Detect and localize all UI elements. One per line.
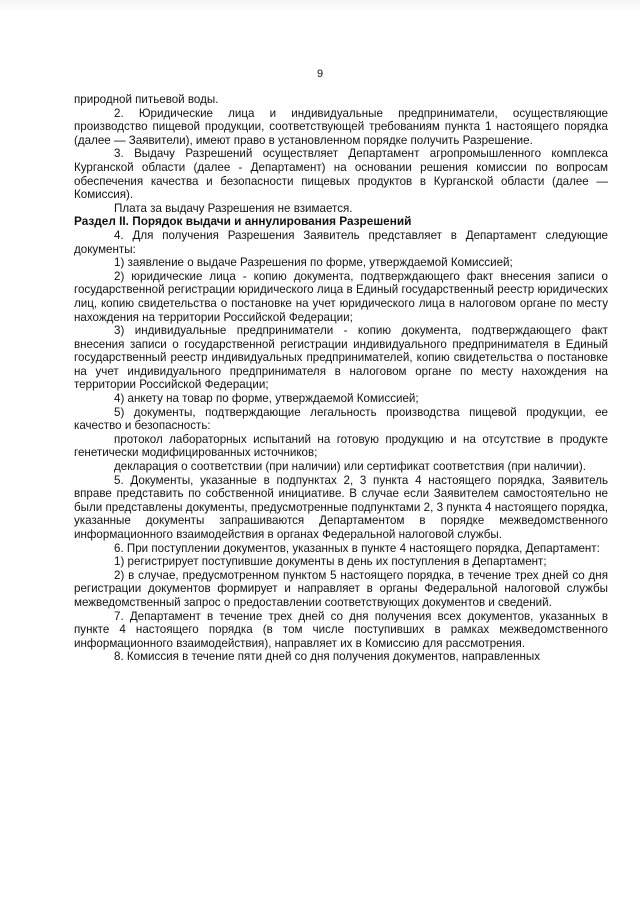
page-number: 9	[316, 68, 324, 80]
paragraph: 2) юридические лица - копию документа, подтверждающего факт внесения записи о государственной регистрации юридического лица в Единый государственный реестр юридических лиц, копию свидетельства о постановке на учет юридического лица в налоговом органе по месту нахождения на территории Российской Федерации;	[74, 269, 608, 324]
paragraph: 3) индивидуальные предприниматели - копию документа, подтверждающего факт внесения записи о государственной регистрации индивидуального предпринимателя в Единый государственный реестр индивидуальных предпринимателей, копию свидетельства о постановке на учет индивидуального предпринимателя в налоговом органе по месту нахождения на территории Российской Федерации;	[74, 324, 608, 392]
paragraph: 3. Выдачу Разрешений осуществляет Департамент агропромышленного комплекса Курганской области (далее - Департамент) на основании решения комиссии по вопросам обеспечения качества и безопасности пищевых продуктов в Курганской области (далее — Комиссия).	[74, 147, 608, 202]
paragraph: декларация о соответствии (при наличии) или сертификат соответствия (при наличии).	[114, 460, 586, 474]
paragraph: 5) документы, подтверждающие легальность производства пищевой продукции, ее качество и безопасность:	[74, 405, 608, 433]
paragraph: 4) анкету на товар по форме, утверждаемой Комиссией;	[114, 392, 419, 406]
paragraph: 2) в случае, предусмотренном пунктом 5 настоящего порядка, в течение трех дней со дня регистрации документов формирует и направляет в органы Федеральной налоговой службы межведомственный запрос о предоставлении соответствующих документов и сведений.	[74, 568, 608, 609]
paragraph: 5. Документы, указанные в подпунктах 2, 3 пункта 4 настоящего порядка, Заявитель вправе представить по собственной инициативе. В случае если Заявителем самостоятельно не были представлены документы, предусмотренные подпунктами 2, 3 пункта 4 настоящего порядка, указанные документы запрашиваются Департаментом в порядке межведомственного информационного взаимодействия в органах Федеральной налоговой службы.	[74, 473, 608, 541]
scan-top-edge	[0, 0, 640, 12]
document-body	[74, 93, 608, 664]
paragraph: 1) регистрирует поступившие документы в день их поступления в Департамент;	[114, 555, 547, 569]
paragraph: 4. Для получения Разрешения Заявитель представляет в Департамент следующие документы:	[74, 228, 608, 256]
paragraph: 8. Комиссия в течение пяти дней со дня получения документов, направленных	[114, 650, 541, 664]
paragraph: 6. При поступлении документов, указанных в пункте 4 настоящего порядка, Департамент:	[114, 541, 600, 555]
paragraph: природной питьевой воды.	[74, 93, 219, 106]
paragraph: 1) заявление о выдаче Разрешения по форме, утверждаемой Комиссией;	[114, 256, 513, 270]
section-heading: Раздел II. Порядок выдачи и аннулирования Разрешений	[74, 214, 412, 229]
paragraph: протокол лабораторных испытаний на готовую продукцию и на отсутствие в продукте генетически модифицированных источников;	[74, 432, 608, 460]
paragraph: Плата за выдачу Разрешения не взимается.	[114, 201, 353, 215]
paragraph: 7. Департамент в течение трех дней со дня получения всех документов, указанных в пункте 4 настоящего порядка (в том числе поступивших в рамках межведомственного информационного взаимодействия), направляет их в Комиссию для рассмотрения.	[74, 609, 608, 650]
paragraph: 2. Юридические лица и индивидуальные предприниматели, осуществляющие производство пищевой продукции, соответствующей требованиям пункта 1 настоящего порядка (далее — Заявители), имеют право в установленном порядке получить Разрешение.	[74, 106, 608, 147]
